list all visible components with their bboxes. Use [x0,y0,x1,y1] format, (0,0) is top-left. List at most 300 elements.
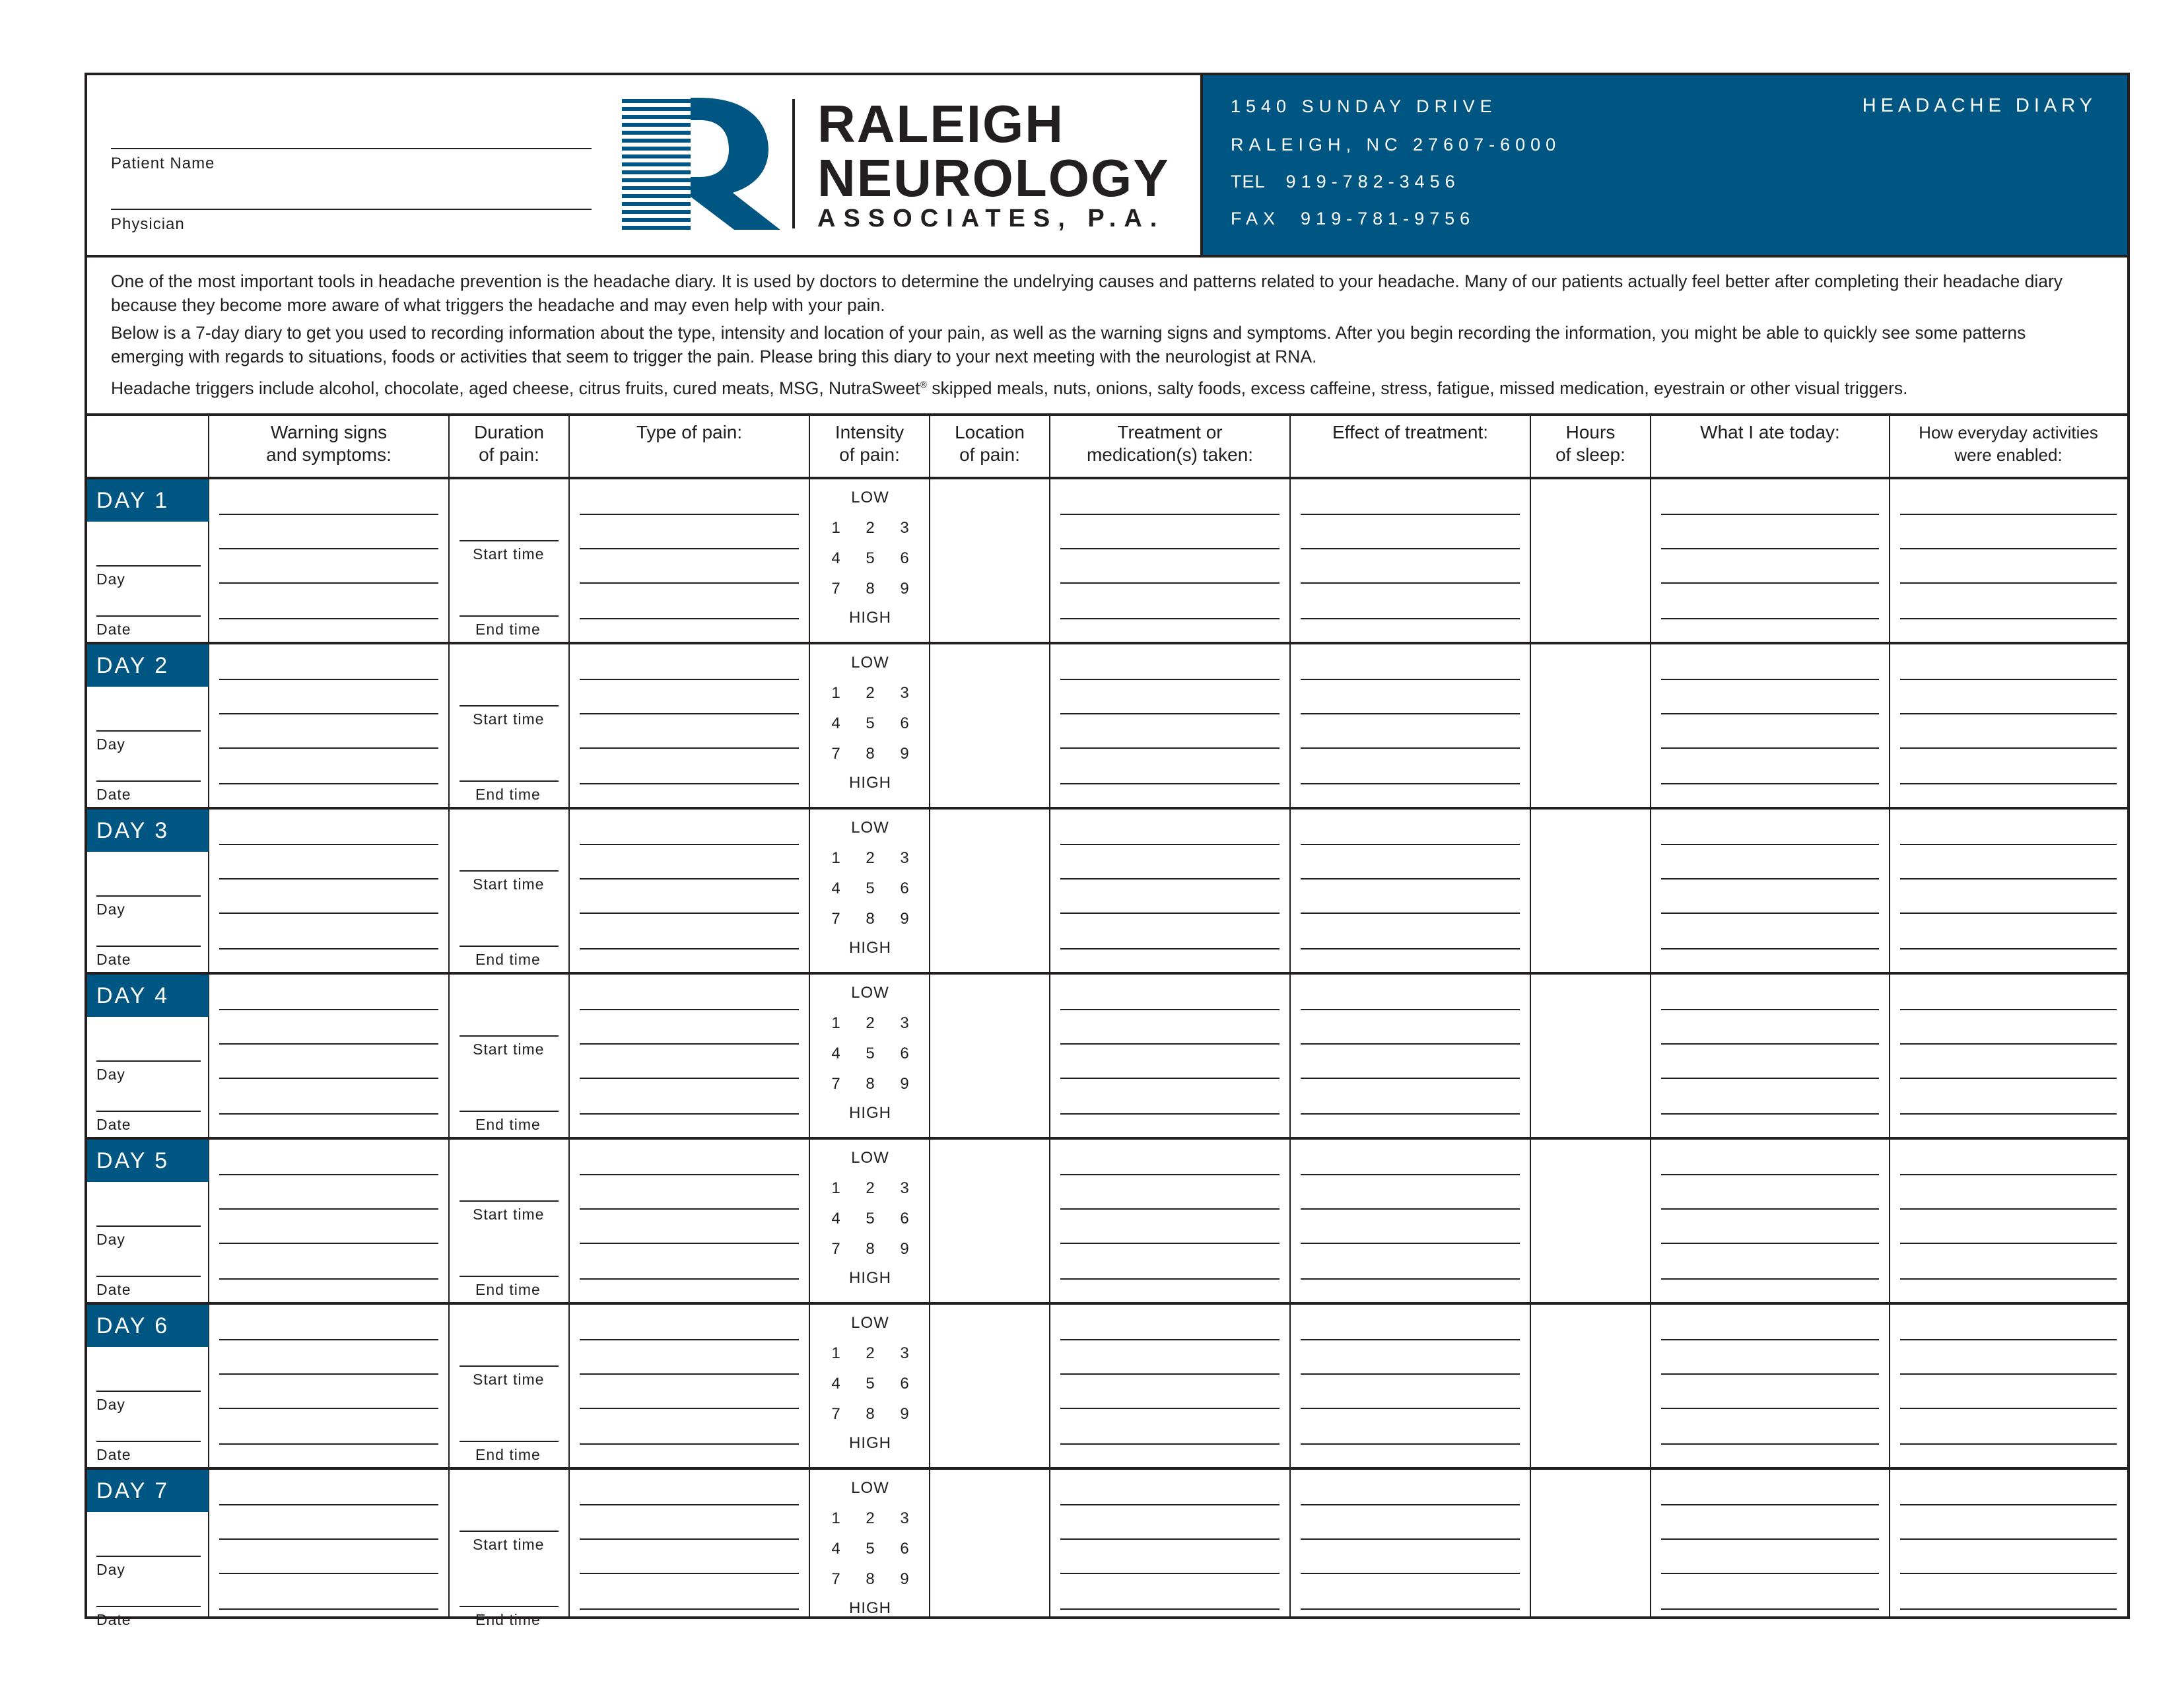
writing-line-treatment[interactable] [1060,1009,1280,1010]
writing-line-treatment[interactable] [1060,514,1280,515]
date-field[interactable] [96,946,201,947]
writing-line-type-of-pain[interactable] [580,618,799,619]
intensity-option-5[interactable]: 5 [866,879,875,897]
intensity-option-2[interactable]: 2 [866,1179,875,1197]
intensity-option-4[interactable]: 4 [831,549,840,567]
writing-line-treatment[interactable] [1060,1113,1280,1115]
intro-paragraph-3 [111,372,2103,400]
intensity-option-4[interactable]: 4 [831,1045,840,1062]
writing-line-type-of-pain[interactable] [580,878,799,879]
writing-line-type-of-pain[interactable] [580,913,799,914]
intensity-option-5[interactable]: 5 [866,714,875,732]
writing-line-type-of-pain[interactable] [580,1208,799,1210]
day-label: Day [96,1066,125,1083]
intensity-scale-row [811,1570,930,1589]
writing-line-activities[interactable] [1900,878,2117,879]
day-badge: DAY 2 [87,644,209,687]
day-field[interactable] [96,1556,201,1557]
intensity-option-8[interactable]: 8 [866,1570,875,1588]
logo-wordmark-neurology: NEUROLOGY [817,149,1170,207]
writing-line-warning-signs[interactable] [219,1078,438,1079]
intensity-option-7[interactable]: 7 [831,1240,840,1258]
writing-line-type-of-pain[interactable] [580,1504,799,1505]
intensity-option-9[interactable]: 9 [900,1240,909,1258]
patient-name-line[interactable] [111,148,592,149]
date-field[interactable] [96,780,201,782]
writing-line-type-of-pain[interactable] [580,1278,799,1280]
writing-line-warning-signs[interactable] [219,844,438,845]
writing-line-what-i-ate[interactable] [1661,1009,1879,1010]
date-field[interactable] [96,1276,201,1277]
intensity-option-6[interactable]: 6 [900,714,909,732]
intensity-option-6[interactable]: 6 [900,1210,909,1227]
writing-line-effect-of-treatment[interactable] [1301,1278,1520,1280]
intensity-option-6[interactable]: 6 [900,879,909,897]
intensity-option-4[interactable]: 4 [831,714,840,732]
writing-line-activities[interactable] [1900,1208,2117,1210]
writing-line-effect-of-treatment[interactable] [1301,1373,1520,1375]
writing-line-treatment[interactable] [1060,783,1280,784]
writing-line-what-i-ate[interactable] [1661,1538,1879,1540]
writing-line-treatment[interactable] [1060,1174,1280,1175]
writing-line-treatment[interactable] [1060,1504,1280,1505]
start-time-field[interactable] [460,1365,559,1367]
writing-line-activities[interactable] [1900,1538,2117,1540]
intensity-option-8[interactable]: 8 [866,910,875,928]
day-label: Day [96,901,125,918]
intensity-option-1[interactable]: 1 [831,519,840,537]
intensity-option-3[interactable]: 3 [900,1014,909,1032]
writing-line-warning-signs[interactable] [219,1113,438,1115]
writing-line-type-of-pain[interactable] [580,1373,799,1375]
intensity-option-6[interactable]: 6 [900,1045,909,1062]
intensity-low-label: LOW [851,819,889,837]
intensity-option-1[interactable]: 1 [831,1344,840,1362]
start-time-field[interactable] [460,1035,559,1037]
column-divider [448,416,450,1616]
writing-line-treatment[interactable] [1060,1043,1280,1045]
writing-line-activities[interactable] [1900,1573,2117,1574]
writing-line-effect-of-treatment[interactable] [1301,1504,1520,1505]
writing-line-warning-signs[interactable] [219,948,438,949]
writing-line-what-i-ate[interactable] [1661,679,1879,680]
writing-line-effect-of-treatment[interactable] [1301,948,1520,949]
writing-line-type-of-pain[interactable] [580,1043,799,1045]
writing-line-what-i-ate[interactable] [1661,1504,1879,1505]
start-time-label: Start time [473,545,545,563]
intensity-scale-row [811,580,930,598]
day-field[interactable] [96,565,201,567]
writing-line-warning-signs[interactable] [219,1278,438,1280]
writing-line-effect-of-treatment[interactable] [1301,582,1520,584]
writing-line-effect-of-treatment[interactable] [1301,679,1520,680]
writing-line-activities[interactable] [1900,713,2117,714]
writing-line-what-i-ate[interactable] [1661,1573,1879,1574]
writing-line-what-i-ate[interactable] [1661,783,1879,784]
writing-line-treatment[interactable] [1060,1243,1280,1244]
start-time-field[interactable] [460,1200,559,1202]
end-time-label: End time [475,951,541,968]
date-label: Date [96,1116,131,1133]
column-header-hours-of-sleep: Hours of sleep: [1555,422,1625,465]
intensity-option-2[interactable]: 2 [866,1014,875,1032]
intensity-option-9[interactable]: 9 [900,1570,909,1588]
intensity-option-1[interactable]: 1 [831,1509,840,1527]
writing-line-what-i-ate[interactable] [1661,1043,1879,1045]
intensity-option-6[interactable]: 6 [900,1375,909,1393]
writing-line-effect-of-treatment[interactable] [1301,1174,1520,1175]
writing-line-type-of-pain[interactable] [580,1113,799,1115]
writing-line-type-of-pain[interactable] [580,783,799,784]
day-field[interactable] [96,1060,201,1062]
column-header-activities: How everyday activities were enabled: [1919,423,2098,465]
writing-line-effect-of-treatment[interactable] [1301,747,1520,749]
intensity-option-2[interactable]: 2 [866,1509,875,1527]
writing-line-effect-of-treatment[interactable] [1301,1113,1520,1115]
writing-line-effect-of-treatment[interactable] [1301,1043,1520,1045]
writing-line-activities[interactable] [1900,1408,2117,1409]
logo-wordmark-raleigh: RALEIGH [817,94,1064,153]
writing-line-treatment[interactable] [1060,713,1280,714]
writing-line-treatment[interactable] [1060,1538,1280,1540]
intensity-option-1[interactable]: 1 [831,849,840,867]
day-label: Day [96,736,125,753]
intro-paragraph-1: One of the most important tools in headache prevention is the headache diary. It is used by doctors to determine the undelrying causes and patterns related to your headache. Many of our patients actually feel better after completing their headache diary because they become more aware of what triggers the headache and may even help with your pain. [111,271,2063,315]
writing-line-warning-signs[interactable] [219,878,438,879]
writing-line-type-of-pain[interactable] [580,1573,799,1574]
intensity-option-4[interactable]: 4 [831,1540,840,1558]
writing-line-effect-of-treatment[interactable] [1301,1078,1520,1079]
end-time-field[interactable] [460,615,559,617]
intensity-high-label: HIGH [849,609,891,627]
writing-line-treatment[interactable] [1060,1078,1280,1079]
end-time-field[interactable] [460,1111,559,1112]
writing-line-warning-signs[interactable] [219,1208,438,1210]
writing-line-effect-of-treatment[interactable] [1301,783,1520,784]
day-badge: DAY 7 [87,1470,209,1512]
writing-line-type-of-pain[interactable] [580,1078,799,1079]
writing-line-what-i-ate[interactable] [1661,713,1879,714]
writing-line-treatment[interactable] [1060,1573,1280,1574]
end-time-field[interactable] [460,1441,559,1442]
writing-line-effect-of-treatment[interactable] [1301,1208,1520,1210]
intensity-option-8[interactable]: 8 [866,1240,875,1258]
writing-line-warning-signs[interactable] [219,713,438,714]
writing-line-type-of-pain[interactable] [580,1408,799,1409]
writing-line-treatment[interactable] [1060,844,1280,845]
intensity-option-4[interactable]: 4 [831,1375,840,1393]
intensity-option-2[interactable]: 2 [866,849,875,867]
writing-line-what-i-ate[interactable] [1661,1608,1879,1610]
writing-line-activities[interactable] [1900,913,2117,914]
writing-line-warning-signs[interactable] [219,913,438,914]
writing-line-warning-signs[interactable] [219,548,438,549]
writing-line-activities[interactable] [1900,1278,2117,1280]
writing-line-type-of-pain[interactable] [580,514,799,515]
writing-line-type-of-pain[interactable] [580,1009,799,1010]
writing-line-warning-signs[interactable] [219,1174,438,1175]
start-time-field[interactable] [460,1531,559,1532]
date-field[interactable] [96,615,201,617]
intensity-option-1[interactable]: 1 [831,1179,840,1197]
writing-line-effect-of-treatment[interactable] [1301,713,1520,714]
writing-line-warning-signs[interactable] [219,514,438,515]
intensity-low-label: LOW [851,654,889,672]
intensity-option-9[interactable]: 9 [900,745,909,763]
intensity-option-5[interactable]: 5 [866,1375,875,1393]
day-row-divider [87,1137,2127,1140]
writing-line-what-i-ate[interactable] [1661,1339,1879,1340]
intensity-option-9[interactable]: 9 [900,910,909,928]
intensity-option-2[interactable]: 2 [866,1344,875,1362]
writing-line-activities[interactable] [1900,514,2117,515]
intensity-option-8[interactable]: 8 [866,745,875,763]
writing-line-treatment[interactable] [1060,1443,1280,1445]
writing-line-warning-signs[interactable] [219,747,438,749]
writing-line-effect-of-treatment[interactable] [1301,1009,1520,1010]
day-label: Day [96,1561,125,1578]
address-city: RALEIGH, NC 27607-6000 [1231,135,1561,155]
physician-line[interactable] [111,209,592,210]
writing-line-type-of-pain[interactable] [580,1243,799,1244]
writing-line-treatment[interactable] [1060,948,1280,949]
intensity-option-8[interactable]: 8 [866,580,875,598]
writing-line-warning-signs[interactable] [219,1043,438,1045]
writing-line-what-i-ate[interactable] [1661,548,1879,549]
writing-line-type-of-pain[interactable] [580,1608,799,1610]
writing-line-what-i-ate[interactable] [1661,878,1879,879]
logo-wordmark-associates: ASSOCIATES, P.A. [817,205,1165,232]
writing-line-effect-of-treatment[interactable] [1301,1608,1520,1610]
date-field[interactable] [96,1606,201,1607]
intensity-option-3[interactable]: 3 [900,519,909,537]
writing-line-treatment[interactable] [1060,1408,1280,1409]
intensity-scale-row [811,1344,930,1363]
writing-line-warning-signs[interactable] [219,618,438,619]
writing-line-treatment[interactable] [1060,913,1280,914]
writing-line-what-i-ate[interactable] [1661,1373,1879,1375]
intensity-option-9[interactable]: 9 [900,1075,909,1093]
day-badge: DAY 4 [87,975,209,1017]
intensity-option-3[interactable]: 3 [900,849,909,867]
intensity-option-6[interactable]: 6 [900,1540,909,1558]
writing-line-warning-signs[interactable] [219,1504,438,1505]
writing-line-activities[interactable] [1900,1043,2117,1045]
intensity-option-6[interactable]: 6 [900,549,909,567]
intro-paragraph-2: Below is a 7-day diary to get you used to recording information about the type, intensity and location of your pain, as well as the warning signs and symptoms. After you begin recording the information, you might be able to quickly see some patterns emerging with regards to situations, foods or activities that seem to trigger the pain. Please bring this diary to your next meeting with the neurologist at RNA. [111,323,2026,366]
date-label: Date [96,1446,131,1463]
writing-line-type-of-pain[interactable] [580,844,799,845]
day-field[interactable] [96,1391,201,1392]
writing-line-treatment[interactable] [1060,1608,1280,1610]
writing-line-activities[interactable] [1900,1078,2117,1079]
writing-line-effect-of-treatment[interactable] [1301,844,1520,845]
writing-line-warning-signs[interactable] [219,679,438,680]
end-time-field[interactable] [460,780,559,782]
intensity-option-9[interactable]: 9 [900,580,909,598]
intensity-option-7[interactable]: 7 [831,1570,840,1588]
writing-line-what-i-ate[interactable] [1661,1078,1879,1079]
writing-line-activities[interactable] [1900,1339,2117,1340]
writing-line-treatment[interactable] [1060,618,1280,619]
intensity-option-5[interactable]: 5 [866,1045,875,1062]
writing-line-type-of-pain[interactable] [580,948,799,949]
writing-line-activities[interactable] [1900,1443,2117,1445]
writing-line-type-of-pain[interactable] [580,1443,799,1445]
writing-line-what-i-ate[interactable] [1661,1113,1879,1115]
writing-line-activities[interactable] [1900,948,2117,949]
writing-line-effect-of-treatment[interactable] [1301,1339,1520,1340]
intensity-scale-row [811,684,930,703]
column-divider [809,416,810,1616]
writing-line-activities[interactable] [1900,1373,2117,1375]
writing-line-effect-of-treatment[interactable] [1301,618,1520,619]
intensity-option-3[interactable]: 3 [900,1509,909,1527]
end-time-label: End time [475,1116,541,1133]
writing-line-activities[interactable] [1900,618,2117,619]
intensity-option-3[interactable]: 3 [900,1344,909,1362]
writing-line-what-i-ate[interactable] [1661,582,1879,584]
writing-line-what-i-ate[interactable] [1661,1408,1879,1409]
writing-line-what-i-ate[interactable] [1661,1174,1879,1175]
intensity-option-7[interactable]: 7 [831,580,840,598]
date-field[interactable] [96,1111,201,1112]
intensity-option-7[interactable]: 7 [831,1075,840,1093]
writing-line-activities[interactable] [1900,1009,2117,1010]
writing-line-type-of-pain[interactable] [580,747,799,749]
writing-line-what-i-ate[interactable] [1661,1208,1879,1210]
writing-line-activities[interactable] [1900,1243,2117,1244]
intensity-option-2[interactable]: 2 [866,519,875,537]
writing-line-type-of-pain[interactable] [580,679,799,680]
writing-line-treatment[interactable] [1060,548,1280,549]
writing-line-warning-signs[interactable] [219,1373,438,1375]
writing-line-effect-of-treatment[interactable] [1301,1408,1520,1409]
writing-line-activities[interactable] [1900,747,2117,749]
intensity-option-1[interactable]: 1 [831,1014,840,1032]
writing-line-warning-signs[interactable] [219,1573,438,1574]
writing-line-what-i-ate[interactable] [1661,514,1879,515]
start-time-label: Start time [473,1206,545,1223]
writing-line-activities[interactable] [1900,679,2117,680]
writing-line-activities[interactable] [1900,548,2117,549]
writing-line-warning-signs[interactable] [219,1009,438,1010]
end-time-field[interactable] [460,1276,559,1277]
writing-line-what-i-ate[interactable] [1661,747,1879,749]
intensity-option-1[interactable]: 1 [831,684,840,702]
writing-line-what-i-ate[interactable] [1661,1443,1879,1445]
intensity-option-4[interactable]: 4 [831,879,840,897]
writing-line-type-of-pain[interactable] [580,1174,799,1175]
writing-line-treatment[interactable] [1060,1339,1280,1340]
writing-line-warning-signs[interactable] [219,783,438,784]
writing-line-treatment[interactable] [1060,878,1280,879]
intensity-option-4[interactable]: 4 [831,1210,840,1227]
day-field[interactable] [96,1225,201,1227]
writing-line-type-of-pain[interactable] [580,1538,799,1540]
writing-line-effect-of-treatment[interactable] [1301,1243,1520,1244]
intensity-option-8[interactable]: 8 [866,1405,875,1423]
writing-line-activities[interactable] [1900,783,2117,784]
writing-line-what-i-ate[interactable] [1661,844,1879,845]
intensity-option-5[interactable]: 5 [866,1210,875,1227]
contact-panel [1200,75,2127,255]
intensity-option-9[interactable]: 9 [900,1405,909,1423]
writing-line-warning-signs[interactable] [219,582,438,584]
end-time-field[interactable] [460,946,559,947]
writing-line-activities[interactable] [1900,1504,2117,1505]
writing-line-treatment[interactable] [1060,1278,1280,1280]
writing-line-what-i-ate[interactable] [1661,948,1879,949]
day-row-divider [87,807,2127,810]
intensity-option-2[interactable]: 2 [866,684,875,702]
writing-line-warning-signs[interactable] [219,1408,438,1409]
writing-line-type-of-pain[interactable] [580,1339,799,1340]
day-badge: DAY 3 [87,810,209,852]
intensity-scale-row [811,549,930,568]
intensity-option-7[interactable]: 7 [831,1405,840,1423]
writing-line-treatment[interactable] [1060,1373,1280,1375]
writing-line-type-of-pain[interactable] [580,713,799,714]
writing-line-warning-signs[interactable] [219,1339,438,1340]
writing-line-warning-signs[interactable] [219,1243,438,1244]
intensity-option-8[interactable]: 8 [866,1075,875,1093]
writing-line-activities[interactable] [1900,1608,2117,1610]
writing-line-effect-of-treatment[interactable] [1301,1443,1520,1445]
intensity-option-7[interactable]: 7 [831,745,840,763]
writing-line-activities[interactable] [1900,1174,2117,1175]
writing-line-effect-of-treatment[interactable] [1301,1573,1520,1574]
writing-line-warning-signs[interactable] [219,1443,438,1445]
writing-line-treatment[interactable] [1060,679,1280,680]
writing-line-treatment[interactable] [1060,582,1280,584]
writing-line-effect-of-treatment[interactable] [1301,514,1520,515]
writing-line-activities[interactable] [1900,582,2117,584]
writing-line-what-i-ate[interactable] [1661,1243,1879,1244]
column-header-effect-of-treatment: Effect of treatment: [1332,422,1489,442]
date-field[interactable] [96,1441,201,1442]
writing-line-effect-of-treatment[interactable] [1301,548,1520,549]
writing-line-effect-of-treatment[interactable] [1301,1538,1520,1540]
writing-line-treatment[interactable] [1060,1208,1280,1210]
writing-line-effect-of-treatment[interactable] [1301,913,1520,914]
writing-line-treatment[interactable] [1060,747,1280,749]
day-field[interactable] [96,895,201,897]
writing-line-activities[interactable] [1900,844,2117,845]
end-time-field[interactable] [460,1606,559,1607]
start-time-field[interactable] [460,540,559,541]
intensity-option-7[interactable]: 7 [831,910,840,928]
intensity-option-5[interactable]: 5 [866,1540,875,1558]
intensity-option-3[interactable]: 3 [900,1179,909,1197]
intensity-option-5[interactable]: 5 [866,549,875,567]
writing-line-effect-of-treatment[interactable] [1301,878,1520,879]
intensity-option-3[interactable]: 3 [900,684,909,702]
writing-line-warning-signs[interactable] [219,1608,438,1610]
day-label: Day [96,1396,125,1413]
start-time-field[interactable] [460,705,559,707]
writing-line-activities[interactable] [1900,1113,2117,1115]
writing-line-what-i-ate[interactable] [1661,1278,1879,1280]
writing-line-what-i-ate[interactable] [1661,913,1879,914]
writing-line-what-i-ate[interactable] [1661,618,1879,619]
writing-line-warning-signs[interactable] [219,1538,438,1540]
start-time-field[interactable] [460,870,559,872]
intensity-low-label: LOW [851,1149,889,1167]
writing-line-type-of-pain[interactable] [580,582,799,584]
day-field[interactable] [96,730,201,732]
writing-line-type-of-pain[interactable] [580,548,799,549]
